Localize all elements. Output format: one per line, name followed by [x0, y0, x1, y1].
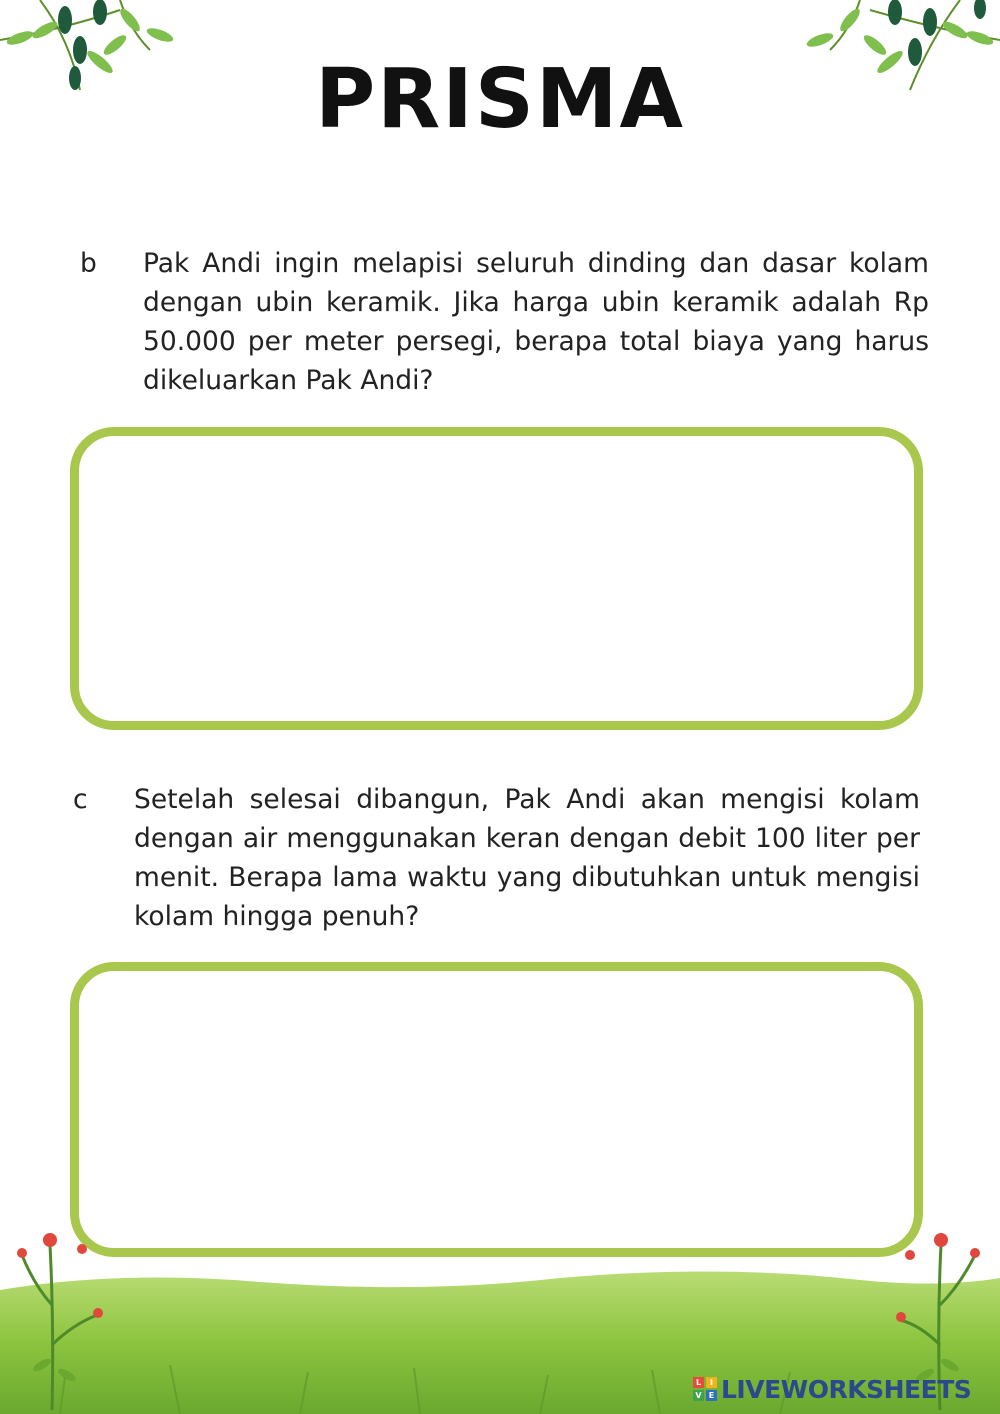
- brand-logo-letter: E: [706, 1390, 717, 1401]
- page-title: PRISMA: [315, 52, 685, 147]
- answer-input-c[interactable]: [70, 962, 923, 1257]
- question-text: Setelah selesai dibangun, Pak Andi akan mengisi kolam dengan air menggunakan keran dengan debit 100 liter per menit. Berapa lama waktu yang dibutuhkan untuk mengisi kolam hingga penuh?: [134, 784, 920, 932]
- question-text: Pak Andi ingin melapisi seluruh dinding dan dasar kolam dengan ubin keramik. Jika harga ubin keramik adalah Rp 50.000 per meter persegi, berapa total biaya yang harus dikeluarkan Pak Andi?: [143, 248, 929, 396]
- question-letter: b: [80, 248, 97, 279]
- question-c: [0, 780, 1000, 940]
- brand-logo-letter: L: [693, 1377, 704, 1388]
- brand-logo-letter: V: [693, 1390, 704, 1401]
- brand-logo-letter: I: [706, 1377, 717, 1388]
- liveworksheets-brand: [693, 1372, 971, 1406]
- brand-logo-icon: [693, 1377, 717, 1401]
- brand-name: LIVEWORKSHEETS: [721, 1374, 972, 1404]
- answer-input-b[interactable]: [70, 427, 923, 730]
- flower-icon-left: [12, 1225, 112, 1410]
- question-b: [0, 244, 1000, 404]
- question-letter: c: [73, 784, 88, 815]
